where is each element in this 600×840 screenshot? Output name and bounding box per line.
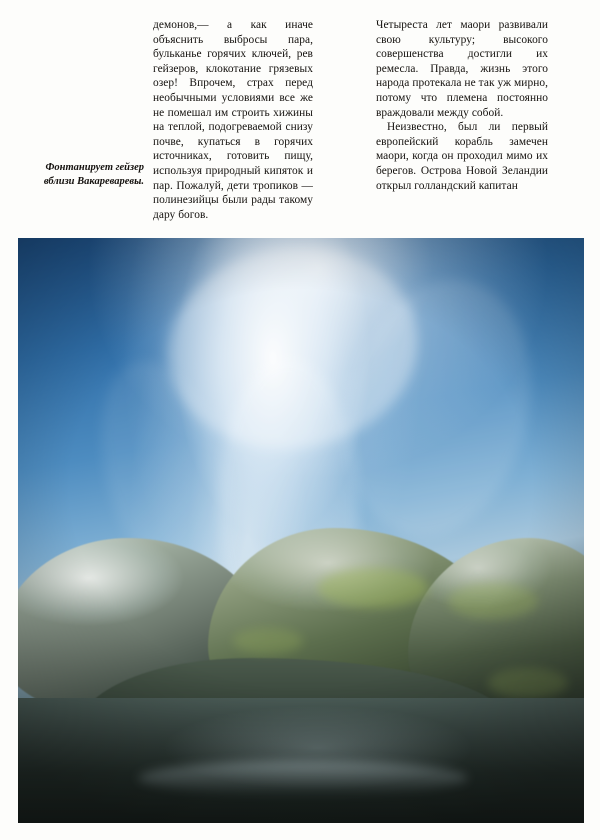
moss-patch <box>488 668 568 698</box>
paragraph: демонов,— а как иначе объяснить выбросы пара, бульканье горячих ключей, рев гейзеров, клокотание грязевых озер! Впрочем, страх перед необычными условиями все же не помешал им строить хижины на теплой, подогреваемой снизу почве, купаться в горячих источниках, готовить пищу, используя природный кипяток и пар. Пожалуй, дети тропиков — полинезийцы были рады такому дару богов. <box>153 19 313 221</box>
photo-scene <box>18 238 584 823</box>
paragraph: Четыреста лет маори развивали свою культуру; высокого совершенства достигли их ремесла. Правда, жизнь этого народа протекала не так уж мирно, потому что племена постоянно враждовали между собой. <box>376 19 548 119</box>
photo-caption: Фонтанирует гейзер вблизи Вакареваревы. <box>43 162 144 187</box>
body-column-right <box>376 18 548 193</box>
text-area <box>0 18 600 221</box>
water-reflection <box>138 761 468 795</box>
photograph <box>18 238 584 823</box>
moss-patch <box>233 628 303 654</box>
body-column-left <box>153 18 313 222</box>
water-pool <box>18 698 584 823</box>
moss-patch <box>318 568 428 608</box>
paragraph: Неизвестно, был ли первый европейский корабль замечен маори, когда он проходил мимо их берегов. Острова Новой Зеландии открыл голландский капитан <box>376 121 548 192</box>
moss-patch <box>448 583 538 619</box>
